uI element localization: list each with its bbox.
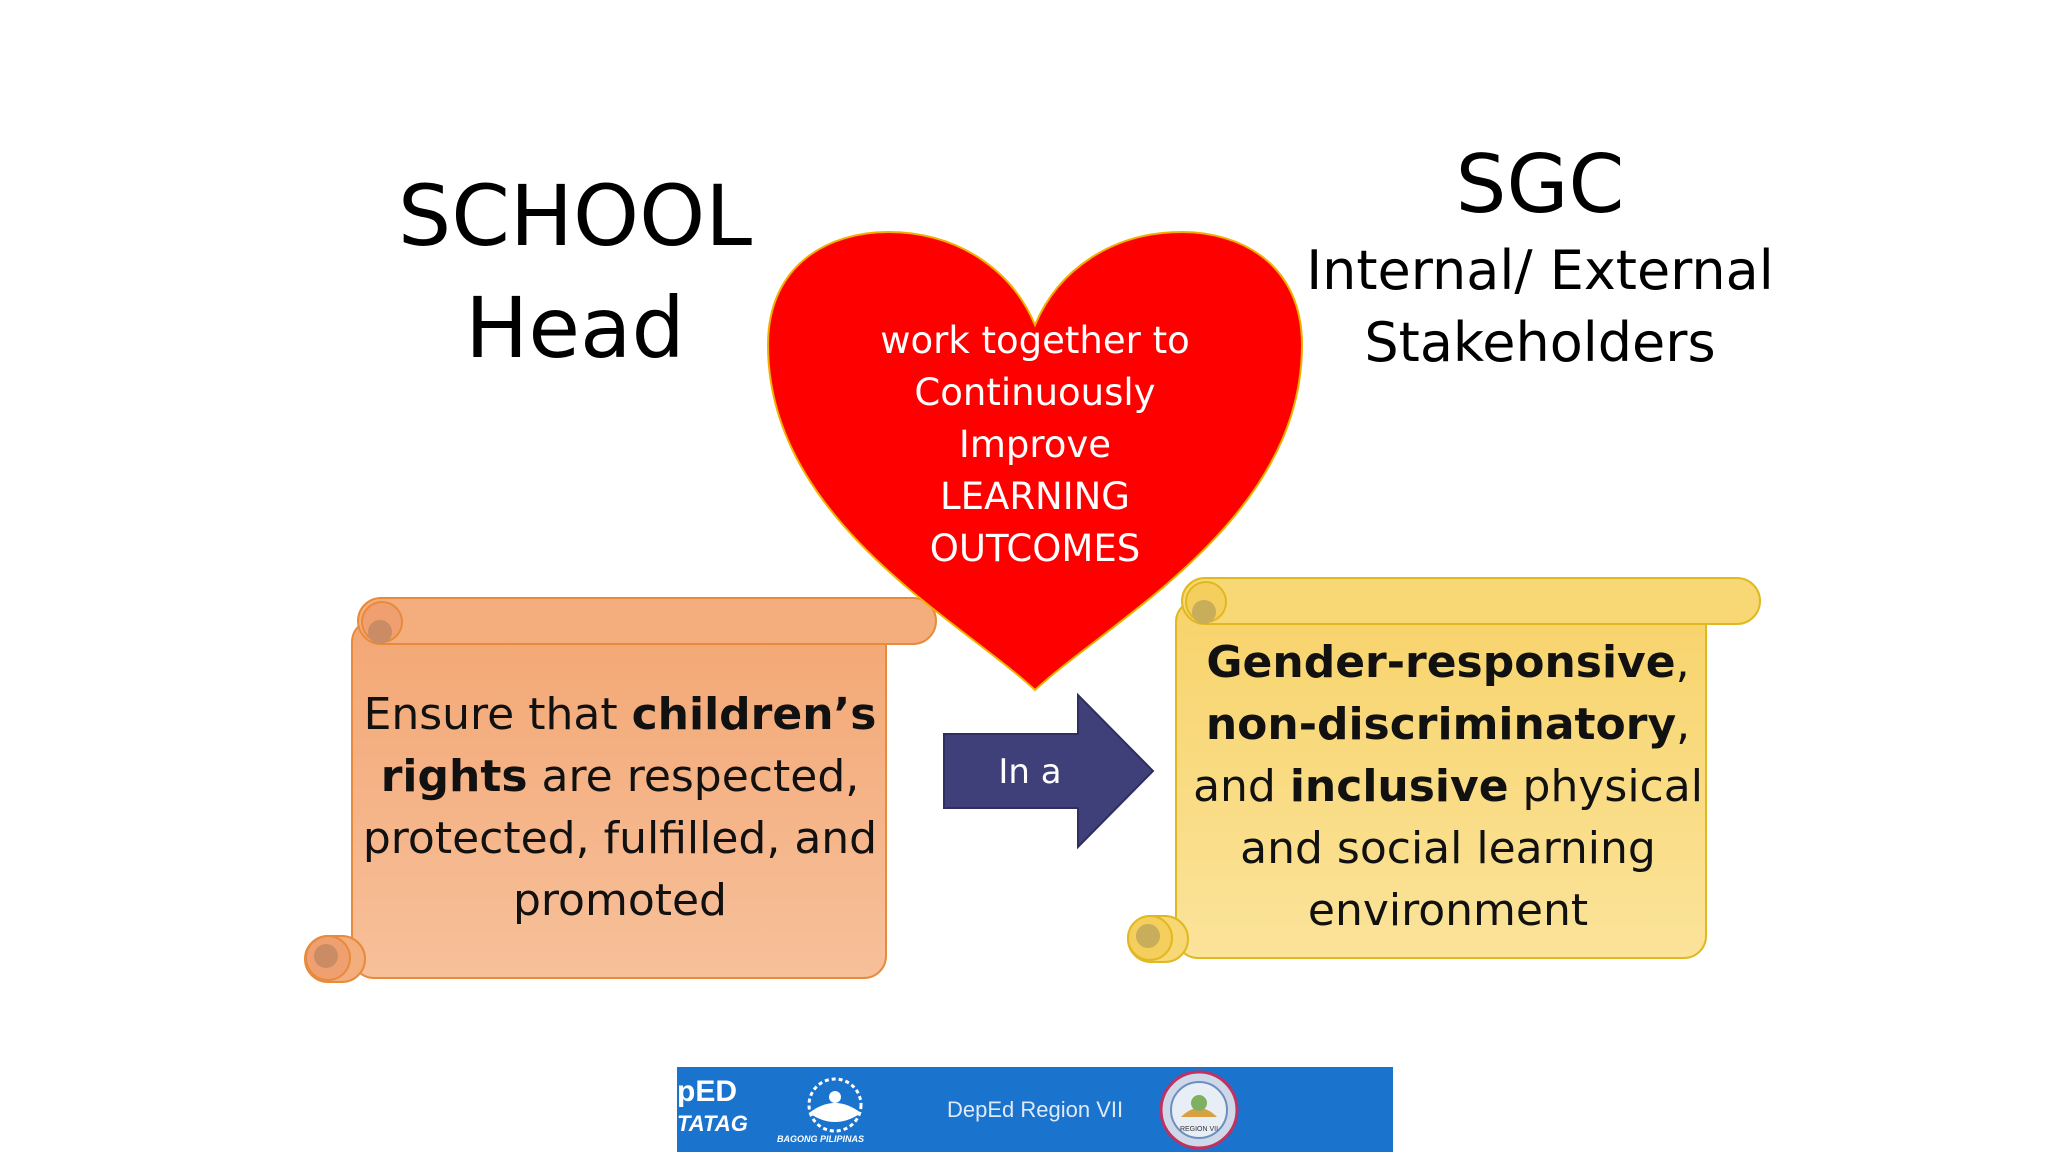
right-scroll-text-5: and social learning (1240, 823, 1656, 874)
left-scroll-text-3: protected, fulfilled, and (362, 813, 878, 864)
left-scroll-text-1: Ensure that (363, 689, 632, 740)
right-scroll-text-2: , (1676, 699, 1691, 750)
heart-line5: OUTCOMES (929, 527, 1141, 570)
right-scroll-text-6: environment (1307, 885, 1589, 936)
school-heading-line2: Head (465, 279, 685, 377)
deped-logo: pED (677, 1075, 737, 1108)
right-scroll-text-3: and (1193, 761, 1290, 812)
right-scroll-bold-1: Gender-responsive (1206, 637, 1676, 688)
bagong-pilipinas-text: BAGONG PILIPINAS (777, 1134, 865, 1144)
heart-line2: Continuously (914, 371, 1156, 414)
region-label: DepEd Region VII (947, 1097, 1124, 1122)
right-scroll-text (1188, 632, 1708, 942)
right-scroll-text-4: physical (1508, 761, 1703, 812)
sgc-heading-line1: SGC (1455, 138, 1625, 231)
right-scroll-bold-2: non-discriminatory (1205, 699, 1677, 750)
left-scroll-text-2: are respected, (527, 751, 860, 802)
arrow-label: In a (998, 752, 1062, 792)
left-scroll-bold-2: rights (380, 751, 528, 802)
sgc-heading-line3: Stakeholders (1364, 311, 1716, 374)
heart-line3: Improve (958, 423, 1112, 466)
sgc-heading-line2: Internal/ External (1306, 239, 1774, 302)
matatag-logo: TATAG (677, 1111, 748, 1136)
right-scroll-text-1: , (1675, 637, 1690, 688)
region-seal-icon (1157, 1069, 1241, 1151)
left-scroll-bold-1: children’s (631, 689, 877, 740)
region-seal-text: REGION VII (1179, 1126, 1219, 1133)
heart-text (860, 315, 1210, 575)
bagong-pilipinas-logo-icon (785, 1073, 885, 1133)
school-heading-line1: SCHOOL (397, 167, 753, 265)
right-scroll-bold-3: inclusive (1289, 761, 1509, 812)
left-scroll-text-4: promoted (512, 875, 727, 926)
left-scroll-text (360, 684, 880, 932)
heart-line4: LEARNING (940, 475, 1130, 518)
footer-banner (677, 1067, 1393, 1152)
heart-line1: work together to (880, 319, 1190, 362)
